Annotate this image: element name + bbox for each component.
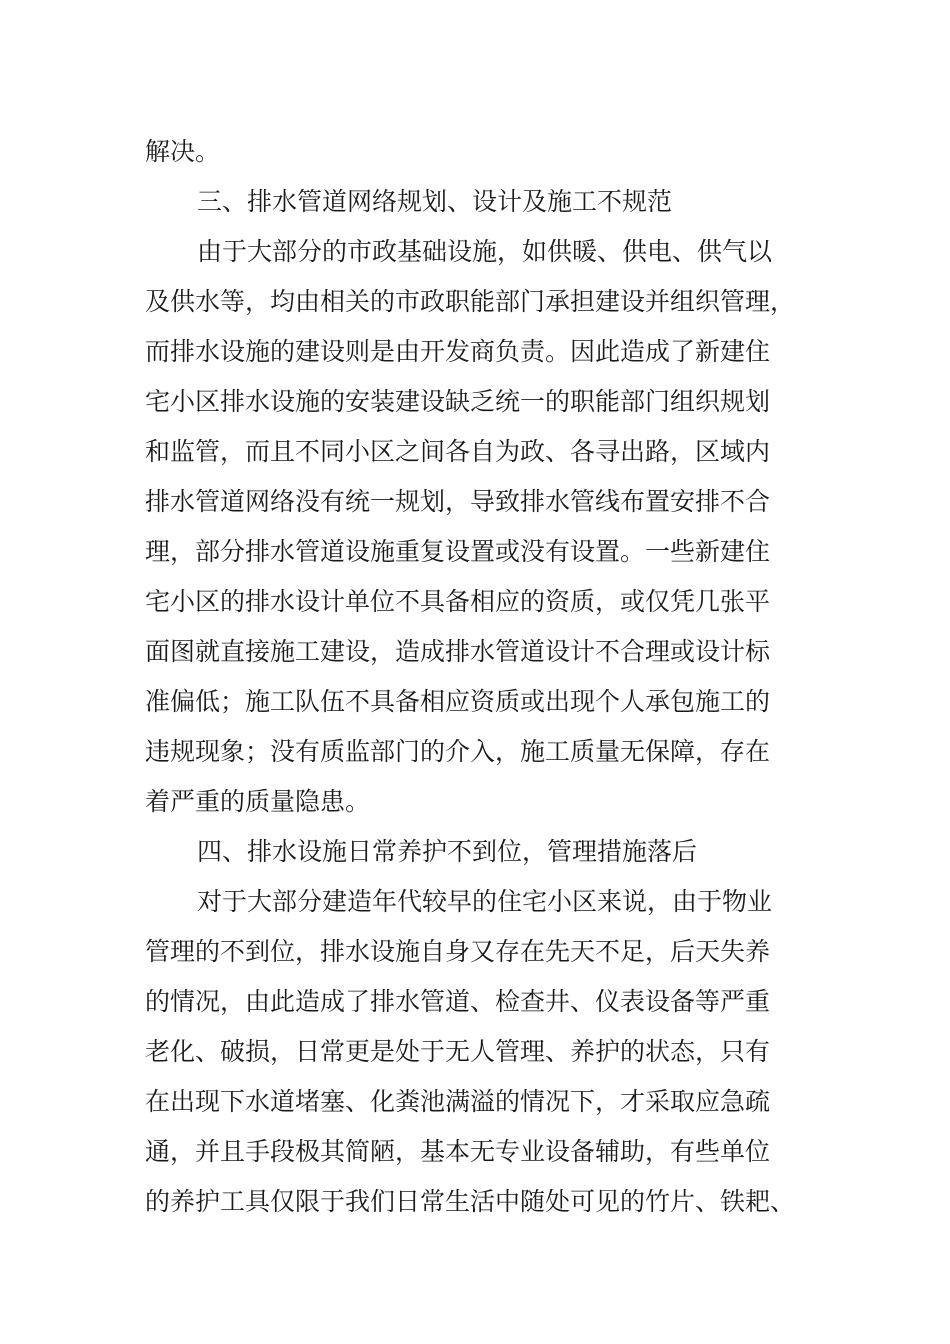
text-line: 通，并且手段极其简陋，基本无专业设备辅助，有些单位 xyxy=(145,1137,771,1166)
text-line: 的养护工具仅限于我们日常生活中随处可见的竹片、铁耙、 xyxy=(145,1187,796,1216)
text-line: 而排水设施的建设则是由开发商负责。因此造成了新建住 xyxy=(145,337,771,366)
text-line: 准偏低；施工队伍不具备相应资质或出现个人承包施工的 xyxy=(145,687,771,716)
text-line: 理，部分排水管道设施重复设置或没有设置。一些新建住 xyxy=(145,537,771,566)
text-line: 和监管，而且不同小区之间各自为政、各寻出路，区域内 xyxy=(145,437,771,466)
text-line: 及供水等，均由相关的市政职能部门承担建设并组织管理， xyxy=(145,287,796,316)
body-text xyxy=(145,127,805,1227)
text-line: 由于大部分的市政基础设施，如供暖、供电、供气以 xyxy=(197,237,773,266)
text-line: 对于大部分建造年代较早的住宅小区来说，由于物业 xyxy=(197,887,773,916)
text-line: 违规现象；没有质监部门的介入，施工质量无保障，存在 xyxy=(145,737,771,766)
text-line: 着严重的质量隐患。 xyxy=(145,787,371,816)
section-heading-4: 四、排水设施日常养护不到位，管理措施落后 xyxy=(197,837,698,866)
text-line: 解决。 xyxy=(145,137,221,166)
text-line: 的情况，由此造成了排水管道、检查井、仪表设备等严重 xyxy=(145,987,771,1016)
text-line: 管理的不到位，排水设施自身又存在先天不足，后天失养 xyxy=(145,937,771,966)
text-line: 宅小区排水设施的安装建设缺乏统一的职能部门组织规划 xyxy=(145,387,771,416)
section-heading-3: 三、排水管道网络规划、设计及施工不规范 xyxy=(197,187,673,216)
text-line: 在出现下水道堵塞、化粪池满溢的情况下，才采取应急疏 xyxy=(145,1087,771,1116)
text-line: 宅小区的排水设计单位不具备相应的资质，或仅凭几张平 xyxy=(145,587,771,616)
text-line: 排水管道网络没有统一规划，导致排水管线布置安排不合 xyxy=(145,487,771,516)
text-line: 老化、破损，日常更是处于无人管理、养护的状态，只有 xyxy=(145,1037,771,1066)
text-line: 面图就直接施工建设，造成排水管道设计不合理或设计标 xyxy=(145,637,771,666)
